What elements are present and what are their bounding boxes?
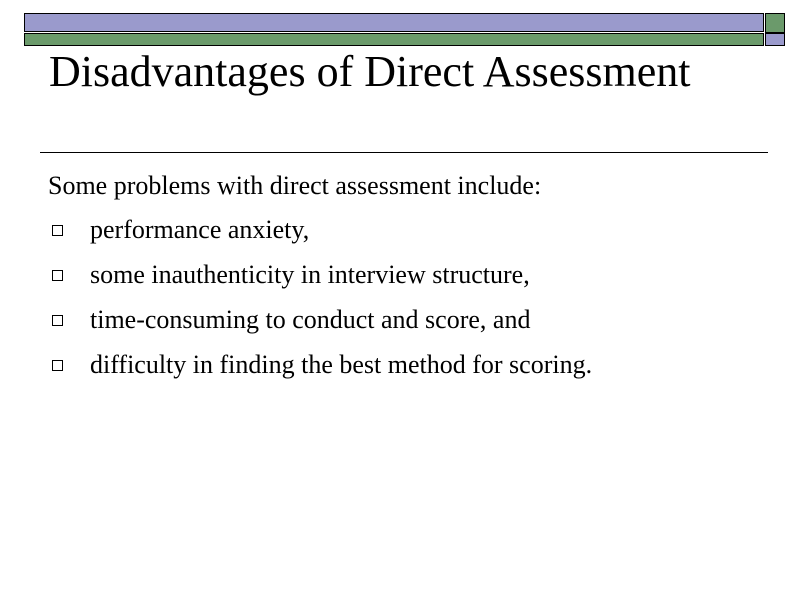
bullet-text: time-consuming to conduct and score, and xyxy=(90,305,531,334)
hollow-square-icon xyxy=(52,270,63,281)
header-square-green xyxy=(765,13,785,33)
intro-text: Some problems with direct assessment include: xyxy=(48,171,542,200)
title-divider xyxy=(40,152,768,153)
bullet-text: performance anxiety, xyxy=(90,215,310,244)
hollow-square-icon xyxy=(52,315,63,326)
header-bar-blue xyxy=(24,13,764,32)
bullet-text: difficulty in finding the best method for scoring. xyxy=(90,350,593,379)
slide-title: Disadvantages of Direct Assessment xyxy=(49,47,691,96)
hollow-square-icon xyxy=(52,360,63,371)
header-square-blue xyxy=(765,33,785,46)
bullet-text: some inauthenticity in interview structure, xyxy=(90,260,530,289)
hollow-square-icon xyxy=(52,225,63,236)
